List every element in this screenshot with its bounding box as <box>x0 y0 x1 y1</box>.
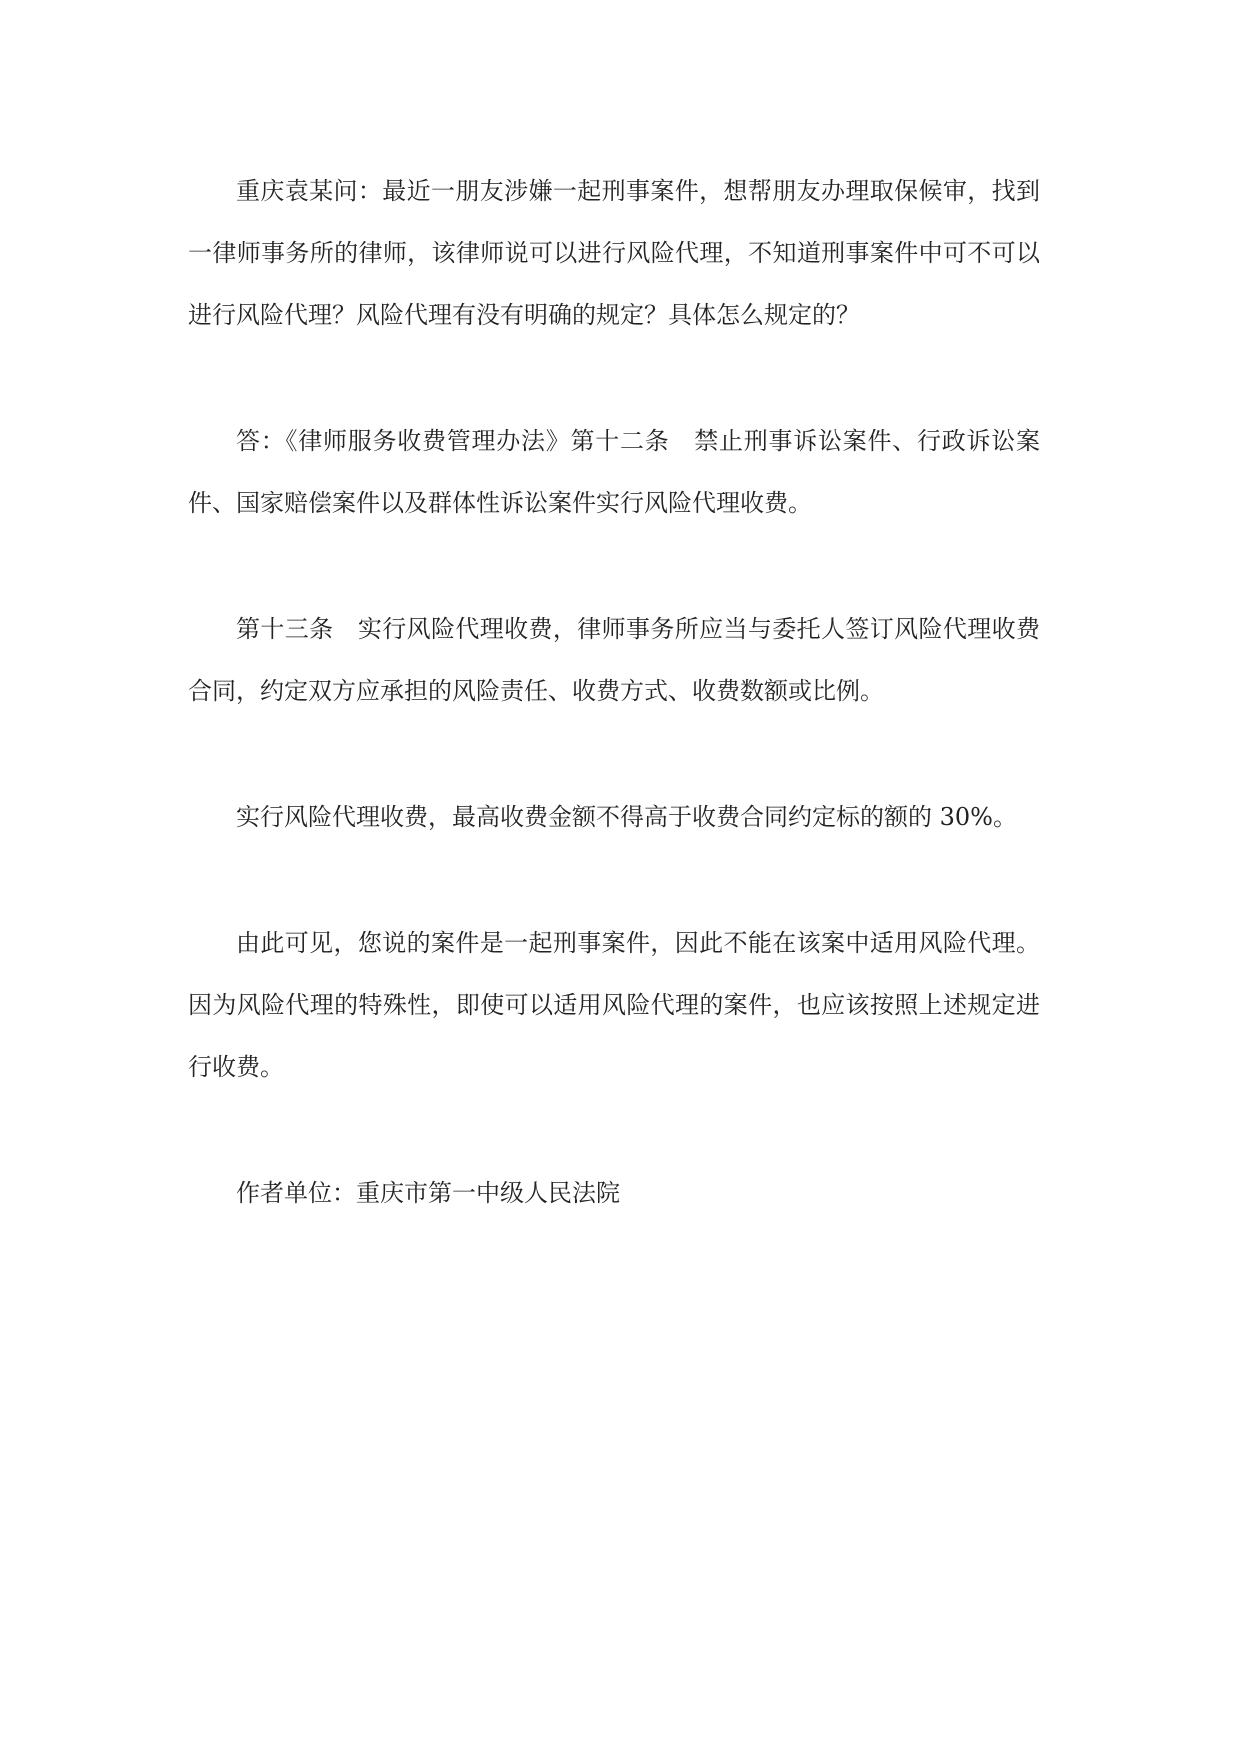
conclusion-paragraph: 由此可见，您说的案件是一起刑事案件，因此不能在该案中适用风险代理。因为风险代理的特殊性，即使可以适用风险代理的案件，也应该按照上述规定进行收费。 <box>188 929 1040 1081</box>
author-affiliation: 作者单位：重庆市第一中级人民法院 <box>236 1179 620 1207</box>
answer-paragraph: 答：《律师服务收费管理办法》第十二条 禁止刑事诉讼案件、行政诉讼案件、国家赔偿案件以及群体性诉讼案件实行风险代理收费。 <box>188 427 1040 517</box>
article-13-paragraph: 第十三条 实行风险代理收费，律师事务所应当与委托人签订风险代理收费合同，约定双方应承担的风险责任、收费方式、收费数额或比例。 <box>188 615 1040 705</box>
fee-cap-paragraph: 实行风险代理收费，最高收费金额不得高于收费合同约定标的额的 30%。 <box>236 803 1017 831</box>
document-body <box>188 160 1040 1224</box>
question-paragraph: 重庆袁某问：最近一朋友涉嫌一起刑事案件，想帮朋友办理取保候审，找到一律师事务所的律师，该律师说可以进行风险代理，不知道刑事案件中可不可以进行风险代理？风险代理有没有明确的规定？具体怎么规定的？ <box>188 177 1040 329</box>
